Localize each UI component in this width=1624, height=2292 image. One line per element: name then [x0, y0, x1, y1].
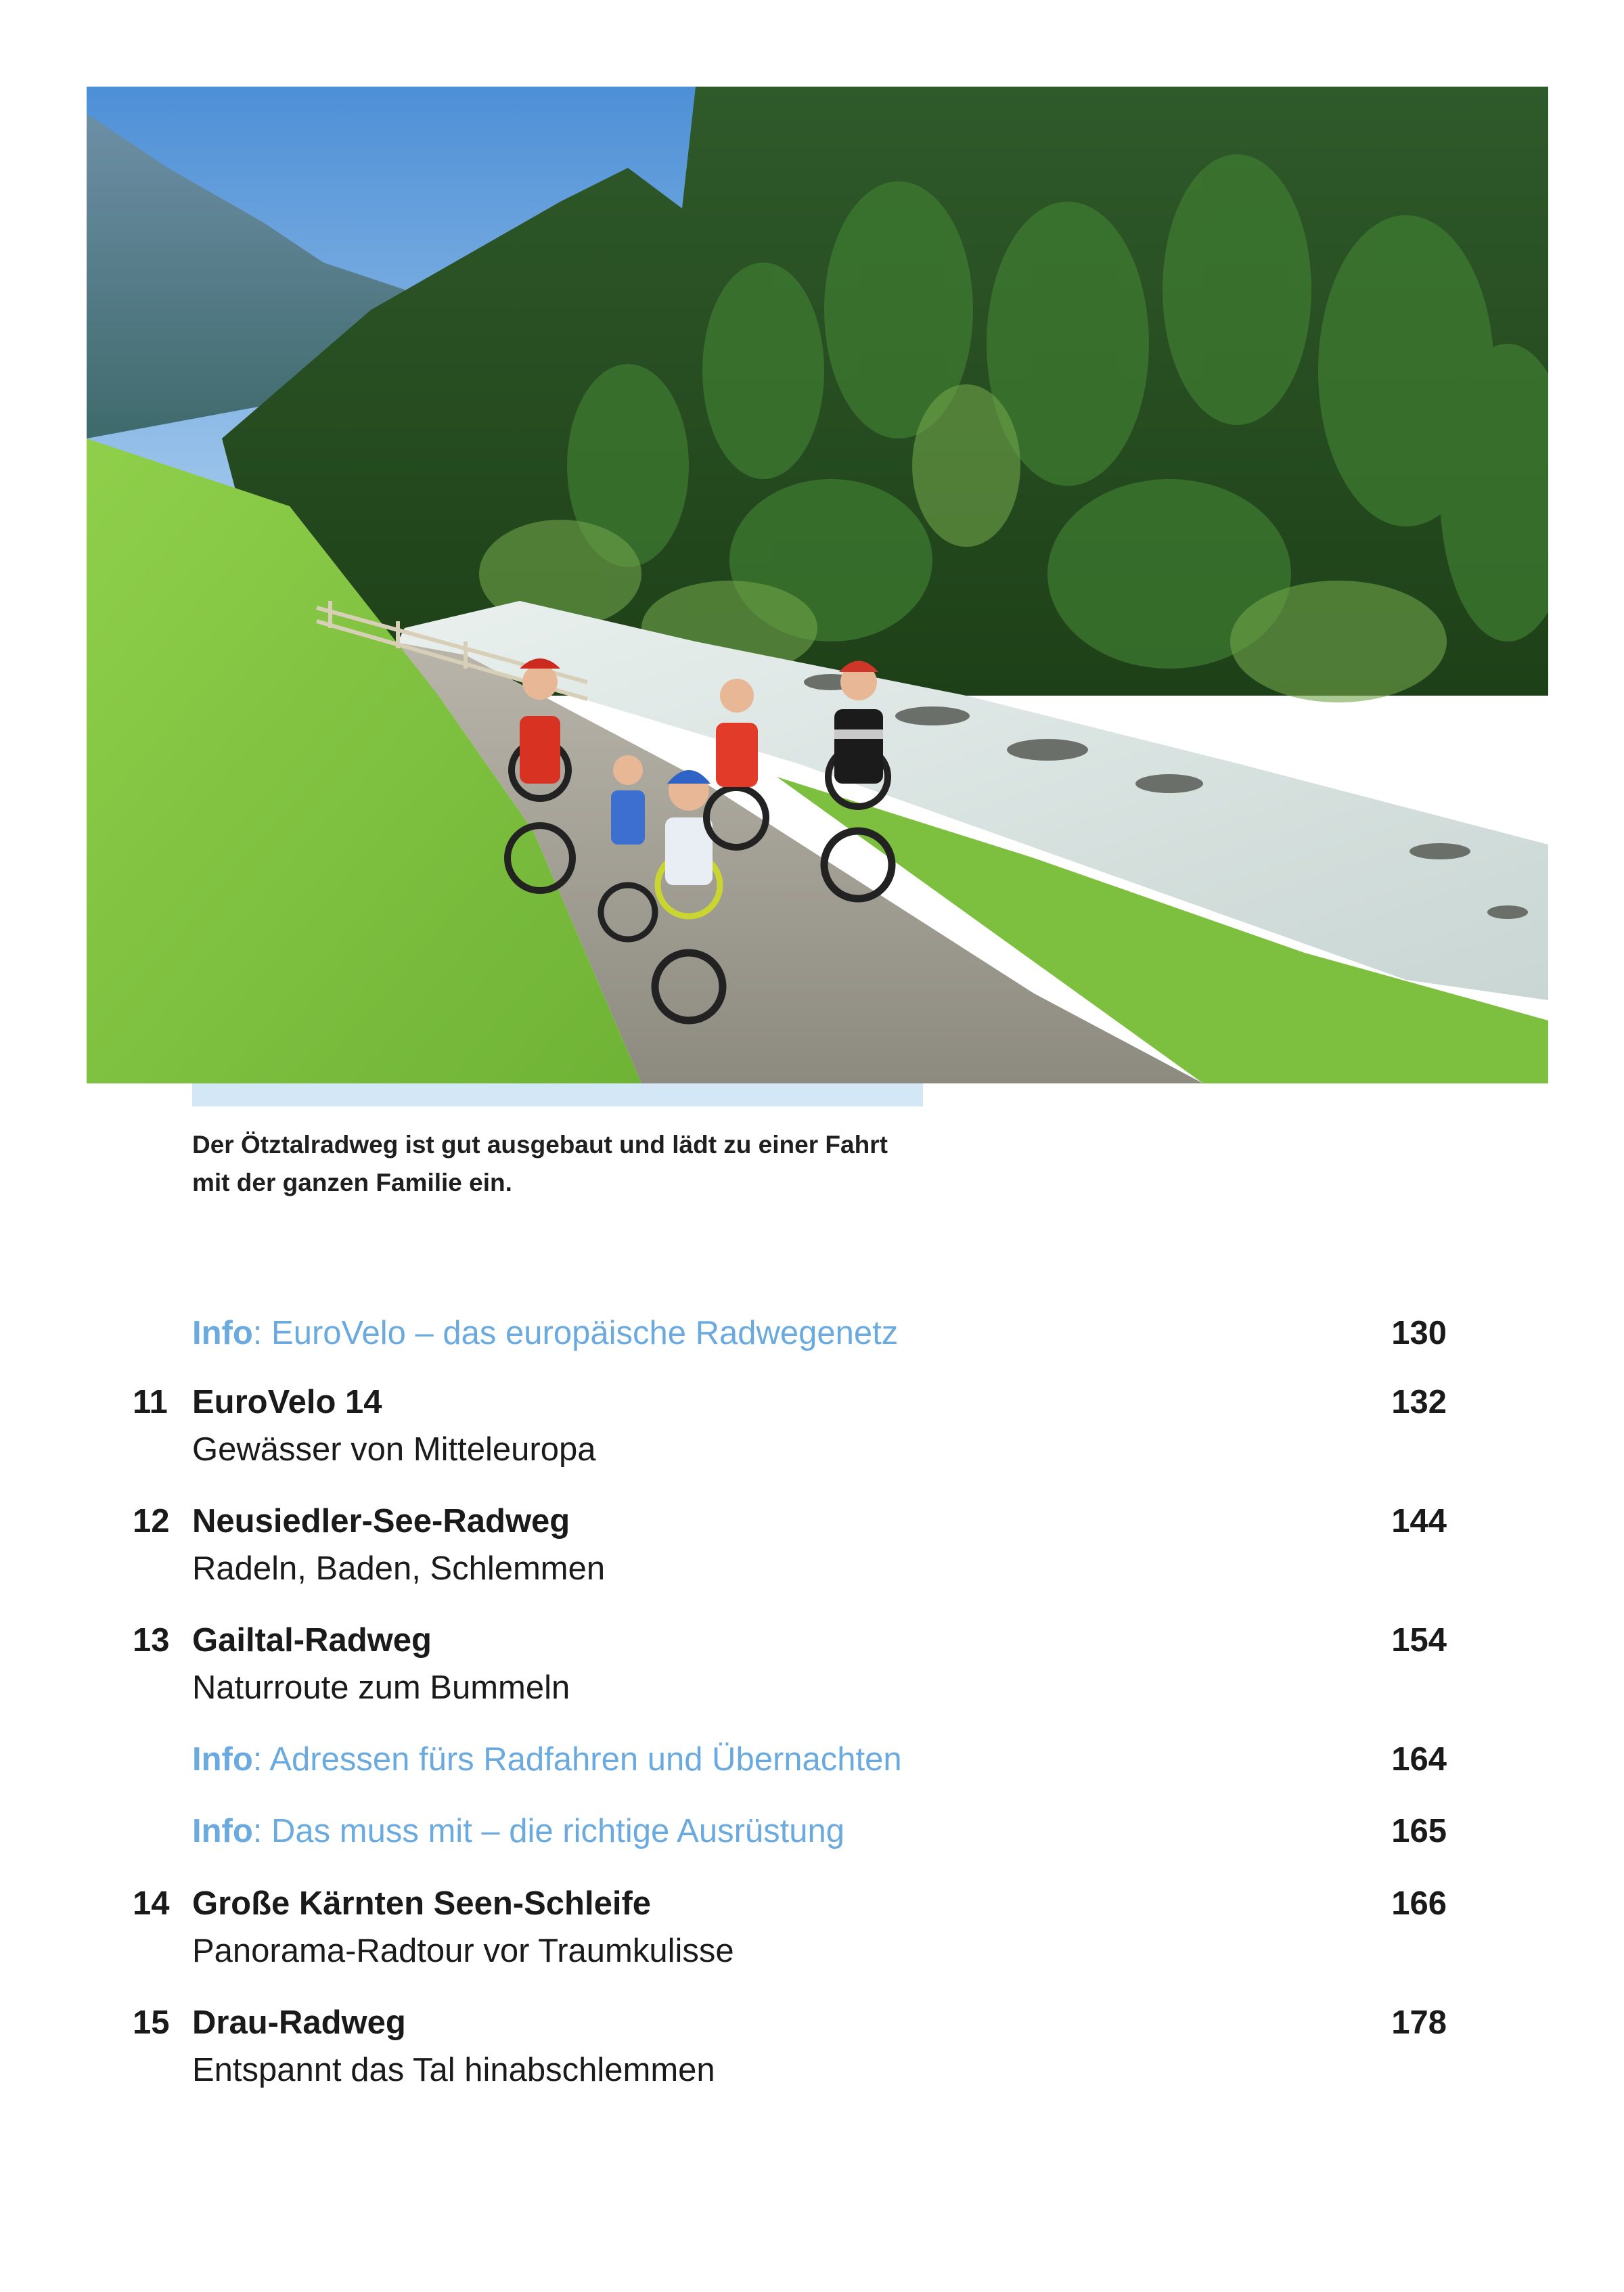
toc-page-number: 132 [1391, 1384, 1447, 1420]
toc-entry-number: 13 [133, 1622, 170, 1659]
info-label: Info [192, 1741, 253, 1778]
toc-entry-subtitle: Panorama-Radtour vor Traumkulisse [192, 1933, 734, 1969]
toc-entry-subtitle: Entspannt das Tal hinabschlemmen [192, 2052, 715, 2088]
caption-line-1: Der Ötztalradweg ist gut ausgebaut und lädt zu einer Fahrt [192, 1131, 888, 1159]
info-label: Info [192, 1315, 253, 1351]
toc-entry-subtitle: Gewässer von Mitteleuropa [192, 1431, 596, 1468]
info-separator: : [252, 1315, 263, 1351]
toc-entry-title: Neusiedler-See-Radweg [192, 1503, 570, 1540]
info-title: Das muss mit – die richtige Ausrüstung [262, 1813, 845, 1849]
toc-entry-title: EuroVelo 14 [192, 1384, 382, 1420]
info-separator: : [252, 1813, 263, 1849]
toc-entry-title: Drau-Radweg [192, 2004, 406, 2041]
info-title: EuroVelo – das europäische Radwegenetz [262, 1315, 899, 1351]
photo-caption [192, 1126, 991, 1202]
toc-page-number: 164 [1391, 1741, 1447, 1778]
toc-page-number: 154 [1391, 1622, 1447, 1659]
info-label: Info [192, 1813, 253, 1849]
toc-info-text [192, 1736, 902, 1783]
toc-entry-number: 12 [133, 1503, 170, 1540]
toc-entry-number: 11 [133, 1384, 168, 1420]
info-title: Adressen fürs Radfahren und Übernachten [262, 1741, 902, 1778]
toc-info-text [192, 1309, 898, 1357]
caption-accent-bar [192, 1083, 923, 1106]
toc-entry-title: Große Kärnten Seen-Schleife [192, 1885, 652, 1922]
toc-entry-number: 15 [133, 2004, 170, 2041]
toc-entry-subtitle: Radeln, Baden, Schlemmen [192, 1550, 606, 1587]
toc-page-number: 178 [1391, 2004, 1447, 2041]
toc-entry-title: Gailtal-Radweg [192, 1622, 432, 1659]
toc-entry-number: 14 [133, 1885, 170, 1922]
toc-page-number: 130 [1391, 1315, 1447, 1351]
caption-line-2: mit der ganzen Familie ein. [192, 1169, 512, 1196]
toc-page-number: 144 [1391, 1503, 1447, 1540]
toc-page-number: 166 [1391, 1885, 1447, 1922]
info-separator: : [252, 1741, 263, 1778]
toc-entry-subtitle: Naturroute zum Bummeln [192, 1669, 570, 1706]
hero-photo [87, 87, 1548, 1083]
toc-page-number: 165 [1391, 1813, 1447, 1849]
photo-illustration [87, 87, 1548, 1083]
toc-info-text [192, 1807, 844, 1855]
